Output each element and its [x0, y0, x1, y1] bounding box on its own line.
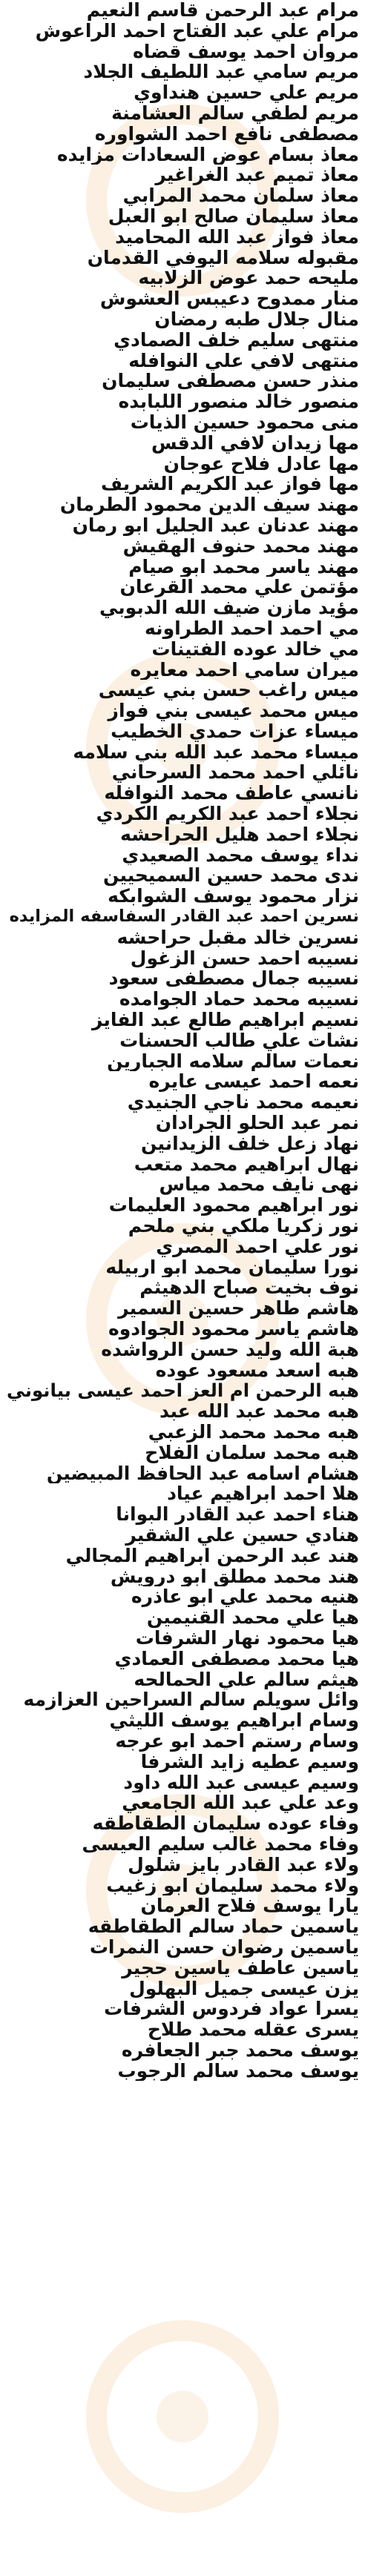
name-entry: يسرى عقله محمد طلاح	[147, 2019, 359, 2040]
name-entry: منى محمود حسين الذيات	[130, 411, 359, 433]
name-entry: مؤيد مازن ضيف الله الدبوبي	[99, 597, 359, 618]
name-entry: منتهى لافي علي النوافله	[128, 350, 359, 371]
name-entry: هاشم ياسر محمود الجوادوه	[108, 1319, 359, 1340]
name-entry: نائلي احمد محمد السرحاني	[111, 762, 359, 784]
name-entry: نانسي عاطف محمد النوافله	[104, 783, 359, 804]
name-entry: نسيبه جمال مصطفى سعود	[108, 968, 359, 990]
name-entry: نزار محمود يوسف الشوابكه	[108, 886, 359, 907]
name-entry: هيا محمود نهار الشرفات	[135, 1627, 359, 1649]
name-entry: وسام ابراهيم يوسف الليثي	[109, 1710, 359, 1731]
name-entry: مي خالد عوده الفتينات	[151, 638, 359, 660]
name-entry: هبه محمد سلمان الفلاح	[145, 1442, 359, 1463]
name-entry: هند عبد الرحمن ابراهيم المجالي	[65, 1545, 359, 1566]
name-entry: وعد علي عبد الله الجامعي	[122, 1792, 359, 1814]
name-entry: منصور خالد منصور اللبابده	[118, 391, 359, 412]
name-entry: نهاد زعل خلف الزيدانين	[141, 1133, 359, 1154]
name-entry: معاذ فواز عبد الله المحاميد	[115, 226, 359, 248]
name-entry: مهند سيف الدين محمود الطرمان	[59, 494, 359, 515]
name-entry: نسيبه محمد حماد الجوامده	[119, 989, 359, 1010]
name-entry: مرام عبد الرحمن قاسم النعيم	[86, 0, 359, 21]
name-entry: معاذ سلمان محمد المرابي	[122, 185, 359, 206]
name-entry: نسيم ابراهيم طالع عبد الفايز	[91, 1010, 359, 1030]
name-entry: منال جلال طبه رمضان	[154, 308, 359, 330]
name-entry: هبه محمد عبد الله عبد	[160, 1401, 359, 1422]
name-entry: نجلاء احمد هليل الحراحشه	[120, 824, 359, 845]
name-entry: نورا سليمان محمد ابو اربيله	[105, 1256, 359, 1278]
name-entry: ولاء عبد القادر بايز شلول	[128, 1854, 359, 1875]
name-entry: منتهى سليم خلف الصمادي	[114, 329, 359, 351]
name-entry: ولاء محمد سليمان ابو زغيب	[106, 1875, 359, 1896]
name-entry: نهى نايف محمد مياس	[159, 1174, 359, 1196]
name-entry: مرام علي عبد الفتاح احمد الراعوش	[35, 20, 359, 42]
name-entry: مريم علي حسين هنداوي	[134, 82, 359, 103]
name-entry: معاذ بسام عوض السعادات مزايده	[56, 144, 359, 165]
name-entry: ياسمين رضوان حسن النمرات	[89, 1936, 359, 1958]
name-entry: وفاء محمد غالب سليم العيسى	[82, 1833, 359, 1855]
name-entry: نعمات سالم سلامه الجبارين	[107, 1050, 359, 1072]
name-entry: نداء يوسف محمد الصعيدي	[122, 844, 359, 866]
name-entry: نعمه احمد عيسى عايره	[148, 1071, 359, 1093]
name-entry: مها عادل فلاح عوجان	[163, 453, 359, 474]
name-entry: ياسمين حماد سالم الطقاطقه	[88, 1916, 359, 1937]
name-entry: ندى محمد حسين السميحيين	[103, 865, 359, 887]
name-entry: نور زكريا ملكي بني ملحم	[128, 1216, 359, 1236]
name-entry: يوسف محمد جبر الجعافره	[121, 2039, 359, 2061]
name-entry: هبه اسعد مسعود عوده	[155, 1360, 359, 1381]
name-entry: منار ممدوح دعيبس العشوش	[99, 288, 359, 309]
logo-watermark	[86, 2320, 279, 2513]
name-entry: ميساء عزات حمدي الخطيب	[111, 721, 359, 742]
name-entry: نهال ابراهيم محمد متعب	[134, 1153, 359, 1175]
name-entry: مقبوله سلامه اليوفي القدمان	[87, 247, 359, 268]
name-entry: هبه الرحمن ام العز احمد عيسى بيانوني	[6, 1380, 359, 1402]
name-entry: معاذ سليمان صالح ابو العبل	[108, 205, 359, 227]
name-entry: هند محمد مطلق ابو درويش	[110, 1566, 359, 1587]
name-entry: يسرا عواد فردوس الشرفات	[104, 1999, 359, 2020]
name-entry: نور ابراهيم محمود العليمات	[108, 1195, 359, 1216]
name-entry: هبة الله وليد حسن الرواشده	[101, 1339, 359, 1360]
name-entry: نسرين خالد مقبل حراحشه	[116, 927, 359, 948]
name-entry: مروان احمد يوسف قضاه	[133, 41, 359, 62]
name-entry: نوف بخيت صباح الدهيثم	[139, 1277, 359, 1299]
name-entry: منذر حسن مصطفى سليمان	[102, 371, 359, 392]
name-entry: هناء احمد عبد القادر البوانا	[116, 1504, 359, 1525]
name-entry: هلا احمد ابراهيم عياد	[167, 1483, 359, 1505]
name-entry: مهند محمد حنوف الهقيش	[122, 535, 359, 557]
name-entry: مريم سامي عبد اللطيف الجلاد	[83, 62, 359, 83]
name-entry: هشام اسامه عبد الحافظ المبيضين	[46, 1463, 359, 1484]
name-entry: نمر عبد الحلو الجرادان	[155, 1113, 359, 1133]
name-entry: نسيبه احمد حسن الزغول	[130, 947, 359, 969]
name-entry: هيثم سالم علي الحمالحه	[134, 1669, 359, 1690]
name-entry: معاذ تميم عبد الغراغير	[155, 165, 359, 186]
name-entry: يوسف محمد سالم الرجوب	[117, 2060, 359, 2082]
name-entry: نجلاء احمد عبد الكريم الكردي	[96, 804, 359, 824]
name-entry: نشات علي طالب الحسنات	[119, 1030, 359, 1051]
name-entry: مهند عدنان عبد الجليل ابو رمان	[72, 514, 359, 536]
name-entry: ميس محمد عيسى بني فواز	[108, 701, 359, 721]
name-entry: وسيم عطيه زايد الشرفا	[140, 1751, 359, 1772]
name-entry: مصطفى نافع احمد الشواوره	[94, 123, 359, 145]
name-entry: نور علي احمد المصري	[156, 1236, 359, 1257]
name-entry: ميس راغب حسن بني عيسى	[98, 680, 359, 701]
name-entry: هاشم طاهر حسين السمير	[118, 1298, 359, 1319]
name-entry: وسام رستم احمد ابو عرجه	[115, 1730, 359, 1752]
name-entry: هبه محمد محمد الزعبي	[148, 1421, 359, 1443]
name-entry: ميساء محمد عبد الله بني سلامه	[73, 741, 359, 763]
name-entry: وفاء عوده سليمان الطقاطقه	[92, 1813, 359, 1834]
name-entry: مها فواز عبد الكريم الشريف	[100, 474, 359, 495]
name-entry: يارا يوسف فلاح العرمان	[140, 1895, 359, 1917]
name-entry: مريم لطفي سالم العشامنة	[111, 102, 359, 124]
name-entry: مؤتمن علي محمد القرعان	[119, 577, 359, 598]
name-entry: مي احمد احمد الطراونه	[145, 617, 359, 639]
name-entry: ميران سامي احمد معايره	[130, 659, 359, 681]
name-entry: وائل سويلم سالم السراحين العزازمه	[23, 1689, 359, 1711]
name-entry: مها زيدان لافي الدقس	[151, 432, 359, 454]
name-entry: هيا علي محمد القنيمين	[146, 1607, 359, 1628]
name-entry: هنيه محمد علي ابو عاذره	[131, 1586, 359, 1608]
name-entry: هيا محمد مصطفى العمادي	[114, 1648, 359, 1669]
name-entry: ياسين عاطف ياسين حجير	[122, 1957, 359, 1979]
name-entry: هنادي حسين علي الشقير	[125, 1524, 359, 1546]
name-entry: نسرين احمد عبد القادر السفاسفه المزايده	[9, 907, 359, 927]
name-entry: مهند ياسر محمد ابو صيام	[128, 556, 359, 577]
name-entry: يزن عيسى جميل البهلول	[129, 1978, 359, 1999]
name-entry: مليحه حمد عوض الزلابيه	[138, 268, 359, 289]
name-entry: وسيم عيسى عبد الله داود	[123, 1772, 359, 1793]
name-entry: نعيمه محمد ناجي الجنيدي	[127, 1092, 359, 1113]
